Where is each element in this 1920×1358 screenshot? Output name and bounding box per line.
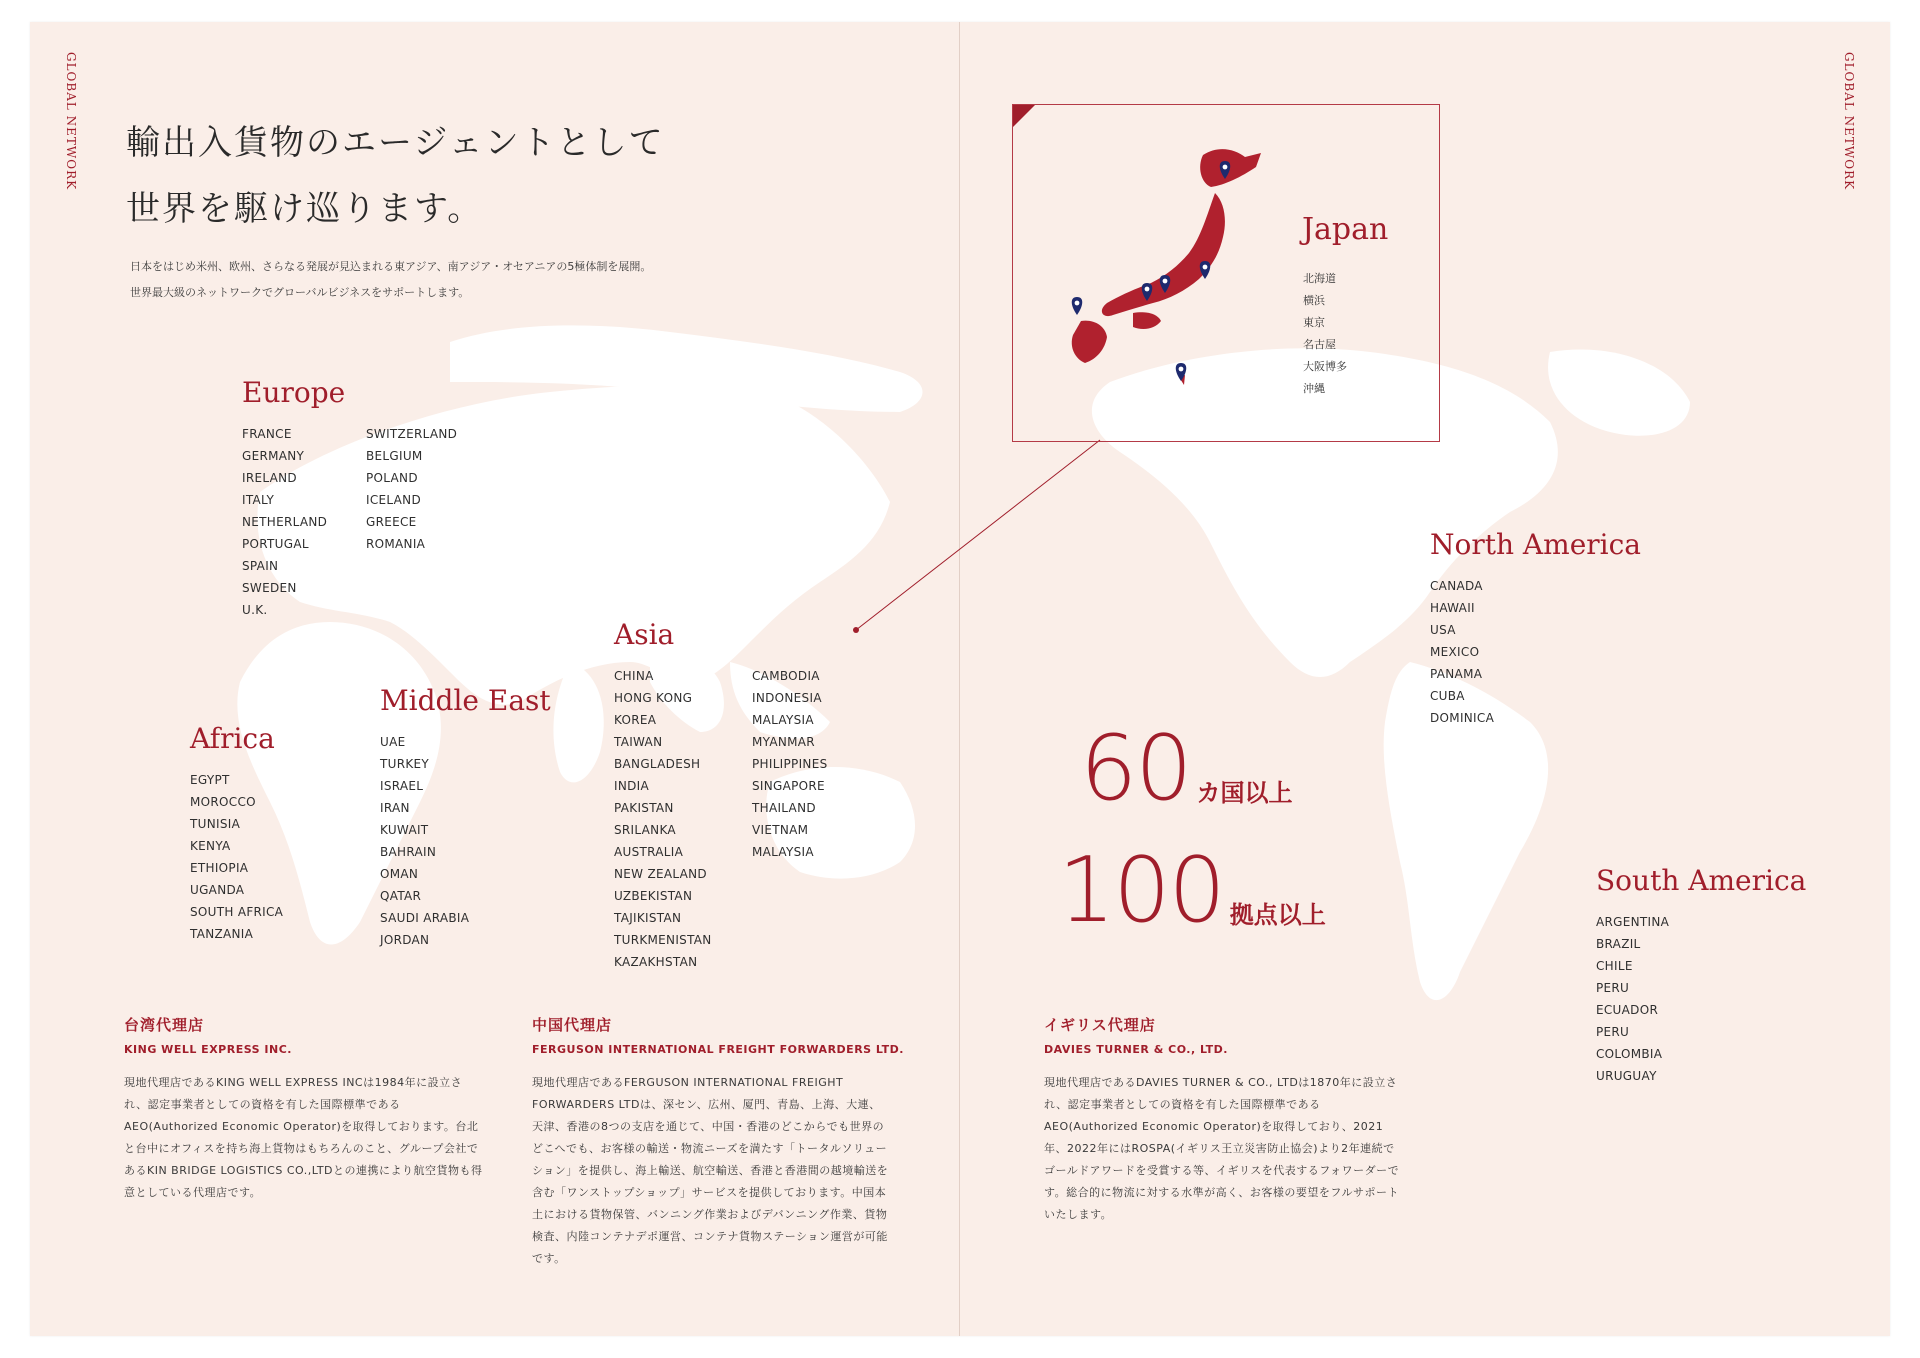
- country-item: TAIWAN: [614, 735, 663, 749]
- country-item: KUWAIT: [380, 823, 429, 837]
- region-africa: [190, 722, 283, 945]
- side-label-right: GLOBAL NETWORK: [1842, 52, 1856, 191]
- country-item: PHILIPPINES: [752, 757, 828, 771]
- region-north-america: [1430, 528, 1641, 729]
- agent-title: 台湾代理店: [124, 1016, 205, 1034]
- japan-city: 沖縄: [1303, 382, 1325, 395]
- country-item: GERMANY: [242, 449, 305, 463]
- country-item: KAZAKHSTAN: [614, 955, 698, 969]
- brochure-spread: [30, 22, 1890, 1336]
- stat-countries-label: カ国以上: [1196, 779, 1293, 807]
- country-item: TAJIKISTAN: [614, 911, 682, 925]
- country-item: SRILANKA: [614, 823, 676, 837]
- japan-city-list: [1303, 268, 1347, 400]
- japan-city: 北海道: [1303, 272, 1336, 285]
- country-item: SPAIN: [242, 559, 279, 573]
- country-item: MALAYSIA: [752, 845, 814, 859]
- region-middle-east: [380, 684, 551, 951]
- country-item: DOMINICA: [1430, 711, 1495, 725]
- stat-bases-label: 拠点以上: [1229, 901, 1326, 929]
- country-item: SAUDI ARABIA: [380, 911, 470, 925]
- japan-city: 大阪博多: [1303, 360, 1347, 373]
- country-item: KENYA: [190, 839, 231, 853]
- country-item: IRAN: [380, 801, 410, 815]
- country-item: BRAZIL: [1596, 937, 1641, 951]
- country-item: VIETNAM: [752, 823, 809, 837]
- country-item: USA: [1430, 623, 1456, 637]
- country-item: SOUTH AFRICA: [190, 905, 284, 919]
- agent-body: 現地代理店であるFERGUSON INTERNATIONAL FREIGHT FORWARDERS LTDは、深セン、広州、厦門、青島、上海、大連、天津、香港の8つの支店を通じて、中国・香港のどこからでも世界のどこへでも、お客様の輸送・物流ニーズを満たす「トータルソリューション」を提供し、海上輸送、航空輸送、香港と香港間の越境輸送を含む「ワンストップショップ」サービスを提供しております。中国本土における貨物保管、バンニング作業およびデバンニング作業、貨物検査、内陸コンテナデポ運営、コンテナ貨物ステーション運営が可能です。: [532, 1076, 889, 1265]
- country-item: TURKEY: [380, 757, 430, 771]
- agent-company: FERGUSON INTERNATIONAL FREIGHT FORWARDERS LTD.: [532, 1043, 904, 1056]
- country-item: MOROCCO: [190, 795, 256, 809]
- country-item: NETHERLAND: [242, 515, 328, 529]
- country-item: UAE: [380, 735, 406, 749]
- north-america-col-1: [1430, 575, 1641, 729]
- country-item: SINGAPORE: [752, 779, 825, 793]
- agent-company: KING WELL EXPRESS INC.: [124, 1043, 292, 1056]
- lead-line-2: 世界最大級のネットワークでグローバルビジネスをサポートします。: [130, 286, 470, 299]
- country-item: ITALY: [242, 493, 275, 507]
- japan-map-graphic: [1013, 105, 1439, 441]
- country-item: INDIA: [614, 779, 650, 793]
- country-item: BELGIUM: [366, 449, 423, 463]
- country-item: JORDAN: [380, 933, 430, 947]
- japan-title: Japan: [1302, 212, 1389, 247]
- agent-taiwan: [124, 1014, 484, 1204]
- country-item: PORTUGAL: [242, 537, 309, 551]
- country-item: CAMBODIA: [752, 669, 820, 683]
- country-item: EGYPT: [190, 773, 230, 787]
- country-item: ISRAEL: [380, 779, 424, 793]
- region-title-asia: Asia: [614, 618, 675, 651]
- country-item: PERU: [1596, 981, 1630, 995]
- region-south-america: [1596, 864, 1806, 1087]
- country-item: KOREA: [614, 713, 657, 727]
- country-item: FRANCE: [242, 427, 292, 441]
- africa-col-1: [190, 769, 283, 945]
- lead-text: [130, 254, 651, 306]
- country-item: CANADA: [1430, 579, 1483, 593]
- japan-city: 名古屋: [1303, 338, 1336, 351]
- europe-col-1: [242, 423, 366, 621]
- country-item: THAILAND: [752, 801, 816, 815]
- region-europe: [242, 376, 457, 621]
- europe-col-2: [366, 423, 457, 621]
- lead-line-1: 日本をはじめ米州、欧州、さらなる発展が見込まれる東アジア、南アジア・オセアニアの5極体制を展開。: [130, 260, 652, 273]
- country-item: SWITZERLAND: [366, 427, 458, 441]
- country-item: COLOMBIA: [1596, 1047, 1663, 1061]
- country-item: ROMANIA: [366, 537, 426, 551]
- country-item: CUBA: [1430, 689, 1465, 703]
- country-item: QATAR: [380, 889, 422, 903]
- japan-inset-map: [1012, 104, 1440, 442]
- region-title-middle-east: Middle East: [380, 684, 551, 717]
- country-item: ETHIOPIA: [190, 861, 249, 875]
- country-item: INDONESIA: [752, 691, 822, 705]
- country-item: BANGLADESH: [614, 757, 701, 771]
- agent-body: 現地代理店であるKING WELL EXPRESS INCは1984年に設立され、認定事業者としての資格を有した国際標準であるAEO(Authorized Economic Operator)を取得しております。台北と台中にオフィスを持ち海上貨物はもちろんのこと、グループ会社であるKIN BRIDGE LOGISTICS CO.,LTDとの連携により航空貨物も得意としている代理店です。: [124, 1076, 483, 1199]
- country-item: SWEDEN: [242, 581, 297, 595]
- region-title-south-america: South America: [1596, 864, 1807, 897]
- asia-col-1: [614, 665, 752, 973]
- country-item: CHILE: [1596, 959, 1633, 973]
- country-item: POLAND: [366, 471, 418, 485]
- side-label-left: GLOBAL NETWORK: [64, 52, 78, 191]
- country-item: ECUADOR: [1596, 1003, 1659, 1017]
- region-title-africa: Africa: [190, 722, 275, 755]
- south-america-col-1: [1596, 911, 1806, 1087]
- country-item: CHINA: [614, 669, 654, 683]
- country-item: TANZANIA: [190, 927, 254, 941]
- country-item: AUSTRALIA: [614, 845, 684, 859]
- agent-title: イギリス代理店: [1044, 1016, 1156, 1034]
- country-item: MYANMAR: [752, 735, 815, 749]
- agent-title: 中国代理店: [532, 1016, 613, 1034]
- agent-body: 現地代理店であるDAVIES TURNER & CO., LTDは1870年に設立され、認定事業者としての資格を有した国際標準であるAEO(Authorized Economic Operator)を取得しており、2021年、2022年にはROSPA(イギリス王立災害防止協会)より2年連続でゴールドアワードを受賞する等、イギリスを代表するフォワーダーです。総合的に物流に対する水準が高く、お客様の要望をフルサポートいたします。: [1044, 1076, 1400, 1221]
- region-title-europe: Europe: [242, 376, 346, 409]
- country-item: ARGENTINA: [1596, 915, 1670, 929]
- country-item: HONG KONG: [614, 691, 693, 705]
- agent-company: DAVIES TURNER & CO., LTD.: [1044, 1043, 1228, 1056]
- headline-line-2: 世界を駆け巡ります。: [126, 189, 484, 229]
- country-item: HAWAII: [1430, 601, 1475, 615]
- agent-uk: [1044, 1014, 1404, 1226]
- country-item: MEXICO: [1430, 645, 1480, 659]
- country-item: GREECE: [366, 515, 417, 529]
- page-headline: [126, 110, 665, 242]
- japan-city: 東京: [1303, 316, 1325, 329]
- country-item: U.K.: [242, 603, 268, 617]
- country-item: BAHRAIN: [380, 845, 437, 859]
- stat-bases: [1058, 838, 1326, 943]
- japan-city: 横浜: [1303, 294, 1325, 307]
- country-item: ICELAND: [366, 493, 421, 507]
- country-item: PERU: [1596, 1025, 1630, 1039]
- page-fold: [959, 22, 960, 1336]
- stat-bases-number: 100: [1058, 838, 1224, 943]
- country-item: TUNISIA: [190, 817, 241, 831]
- country-item: UGANDA: [190, 883, 245, 897]
- asia-col-2: [752, 665, 828, 973]
- country-item: NEW ZEALAND: [614, 867, 707, 881]
- stat-countries-number: 60: [1080, 716, 1191, 821]
- agent-china: [532, 1014, 904, 1270]
- stat-countries: [1080, 716, 1293, 821]
- headline-line-1: 輸出入貨物のエージェントとして: [126, 123, 665, 163]
- country-item: URUGUAY: [1596, 1069, 1657, 1083]
- country-item: PAKISTAN: [614, 801, 674, 815]
- region-asia: [614, 618, 828, 973]
- country-item: IRELAND: [242, 471, 297, 485]
- middle-east-col-1: [380, 731, 551, 951]
- country-item: TURKMENISTAN: [614, 933, 712, 947]
- country-item: PANAMA: [1430, 667, 1483, 681]
- region-title-north-america: North America: [1430, 528, 1641, 561]
- country-item: MALAYSIA: [752, 713, 814, 727]
- country-item: UZBEKISTAN: [614, 889, 693, 903]
- country-item: OMAN: [380, 867, 419, 881]
